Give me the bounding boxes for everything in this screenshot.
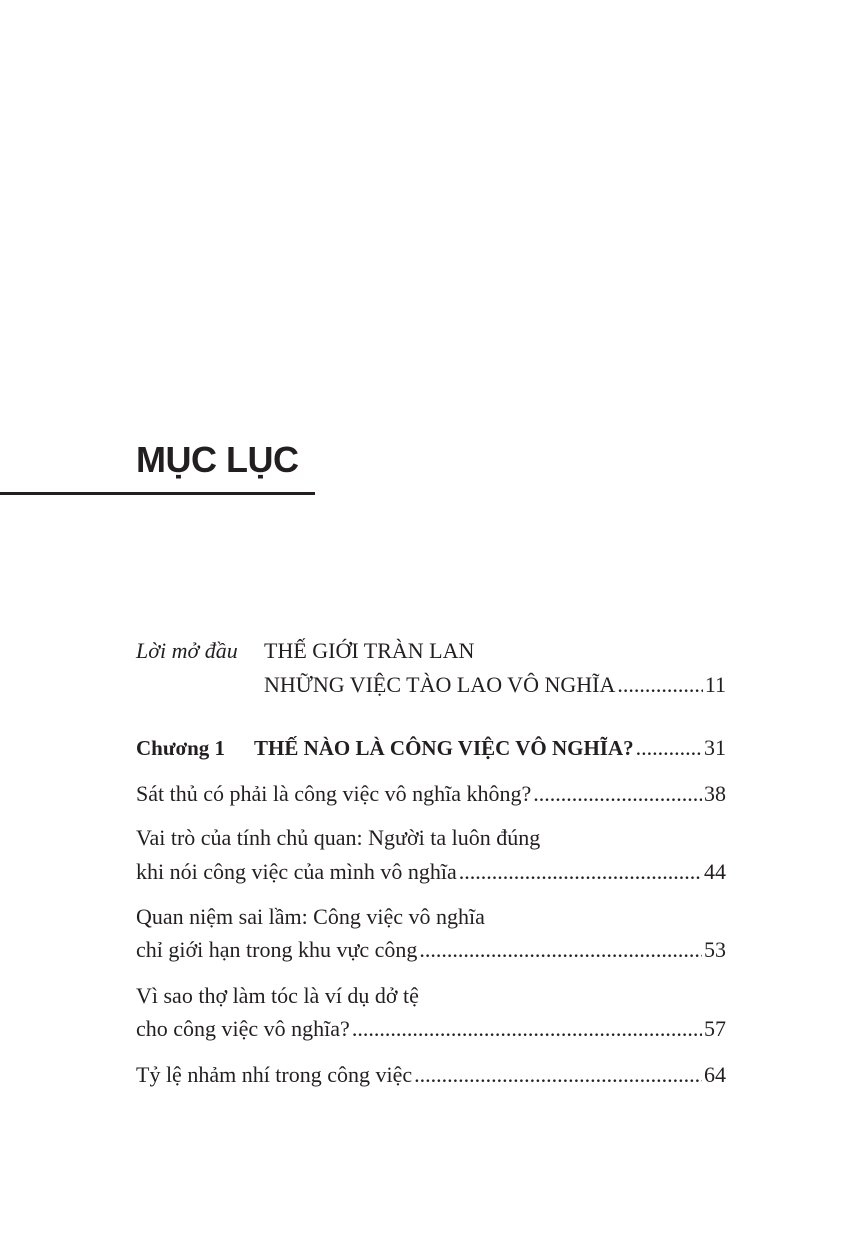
page-number: 31 [704,735,726,760]
entry-title-line1: Quan niệm sai lầm: Công việc vô nghĩa [136,904,485,929]
entry-title: Sát thủ có phải là công việc vô nghĩa không? [136,781,532,806]
page-number: 53 [704,937,726,962]
toc-entry[interactable] [136,1060,726,1090]
dot-leader [533,779,702,809]
page-title: MỤC LỤC [136,439,299,480]
toc-entry[interactable] [136,857,726,887]
dot-leader [617,670,702,700]
page-number: 44 [704,859,726,884]
entry-title-line2: cho công việc vô nghĩa? [136,1016,350,1041]
preface-label: Lời mở đầu [136,638,238,663]
dot-leader [419,935,702,965]
dot-leader [414,1060,702,1090]
title-underline [0,492,315,495]
page-number: 57 [704,1016,726,1041]
page-number: 38 [704,781,726,806]
toc-entry[interactable] [136,935,726,965]
entry-title-line2: chỉ giới hạn trong khu vực công [136,937,418,962]
dot-leader [636,733,702,763]
preface-title-line2: NHỮNG VIỆC TÀO LAO VÔ NGHĨA [264,672,616,697]
preface-title-line1: THẾ GIỚI TRÀN LAN [264,638,475,663]
chapter-title: THẾ NÀO LÀ CÔNG VIỆC VÔ NGHĨA? [254,736,634,760]
entry-title-line1: Vai trò của tính chủ quan: Người ta luôn đúng [136,825,541,850]
toc-entry[interactable] [136,1014,726,1044]
toc-entry-chapter-1[interactable] [136,733,726,763]
dot-leader [459,857,702,887]
entry-title-line1: Vì sao thợ làm tóc là ví dụ dở tệ [136,983,419,1008]
chapter-label: Chương 1 [136,736,226,760]
toc-entry-preface[interactable] [264,670,726,700]
page-number: 11 [704,672,726,697]
entry-title-line2: khi nói công việc của mình vô nghĩa [136,859,457,884]
page-number: 64 [704,1062,726,1087]
toc-entry[interactable] [136,779,726,809]
entry-title: Tỷ lệ nhảm nhí trong công việc [136,1062,413,1087]
dot-leader [352,1014,702,1044]
